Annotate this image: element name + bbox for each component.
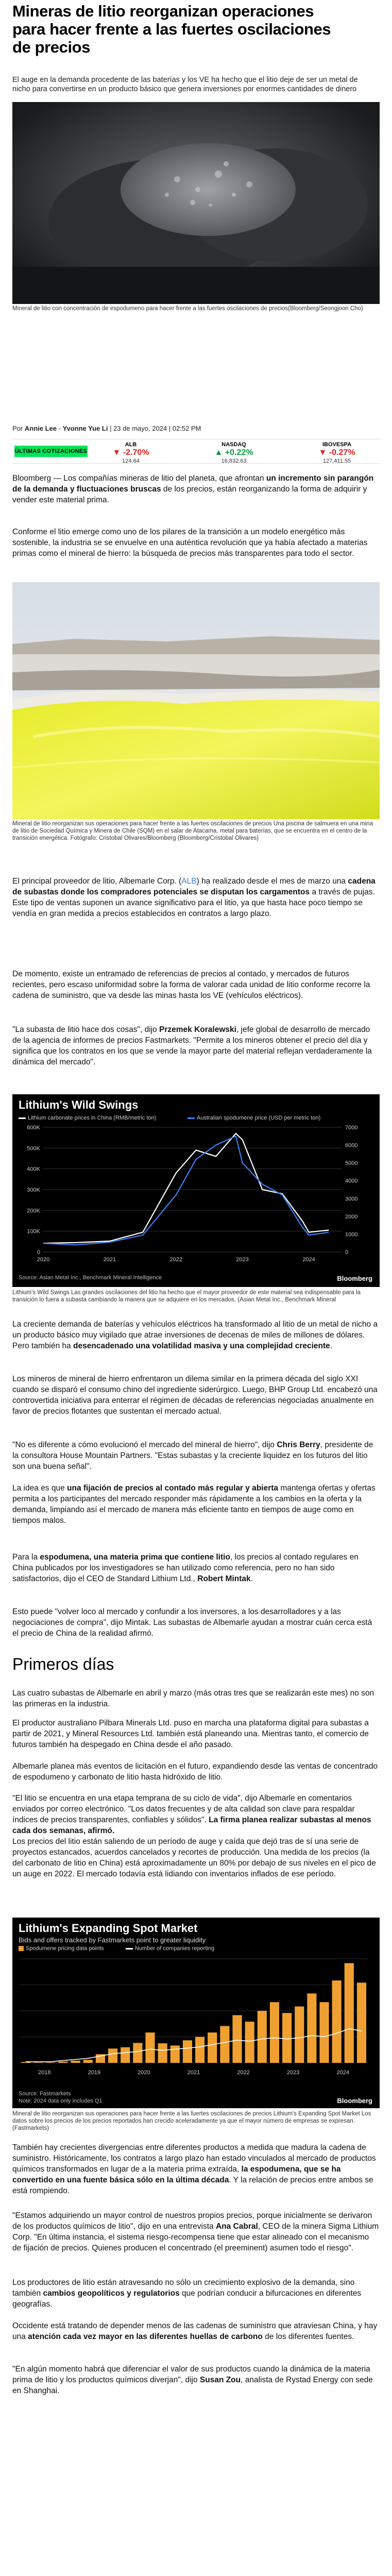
- text: que podrían conducir a bifurcaciones en diferentes geografías.: [12, 2289, 362, 2309]
- up-arrow-icon: ▲: [214, 448, 223, 457]
- bold-text: La firma planea realizar subastas al menos cada dos semanas, afirmó.: [12, 1816, 371, 1835]
- byline-prefix: Por: [12, 425, 23, 432]
- text: El principal proveedor de litio, Albemarle Corp. (: [12, 877, 182, 886]
- y-right-tick-label: 4000: [345, 1178, 358, 1184]
- bar: [171, 2045, 180, 2063]
- chart-title: Lithium's Expanding Spot Market: [19, 1922, 198, 1935]
- hero-photo-caption: Mineral de litio con concentración de espodumeno para hacer frente a las fuertes oscilaciones de precios(Bloomberg/Seongjoon Cho): [12, 306, 363, 312]
- bar: [83, 2060, 93, 2063]
- bold-text: espodumena, una materia prima que contiene litio: [40, 1553, 230, 1562]
- ticker-name: NASDAQ: [221, 442, 246, 448]
- chart-plot-area: [12, 1123, 380, 1276]
- x-tick-label: 2021: [103, 1257, 116, 1263]
- paragraph-1: [12, 473, 380, 505]
- ticker-change: +0.22%: [225, 448, 253, 457]
- text: Los productores de litio están atravesando no sólo un crecimiento explosivo de la demanda, sino también: [12, 2278, 355, 2298]
- chart-legend-a: [19, 1115, 156, 1121]
- y-right-tick-label: 3000: [345, 1196, 358, 1202]
- x-tick-label: 2024: [302, 1257, 315, 1263]
- text: También hay crecientes divergencias entre diferentes productos a medida que madura la cadena de suministro. Históricamente, los contratos a largo plazo han estado vinculados al mercado de productos químicos transformados en lugar de a la materia prima extraída,: [12, 2143, 376, 2174]
- text: "Estamos adquiriendo un mayor control de nuestros propios precios, porque inicialmente se derivaron de los productos químicos de litio", dijo en una entrevista: [12, 2211, 372, 2231]
- paragraph-3: [12, 876, 380, 919]
- y-right-tick-label: 5000: [345, 1160, 358, 1167]
- bold-text: cambios geopolíticos y regulatorios: [43, 2289, 180, 2298]
- down-arrow-icon: ▼: [112, 448, 121, 457]
- section-heading-primeros-dias: Primeros días: [12, 1655, 114, 1673]
- x-tick-label: 2019: [88, 2070, 101, 2076]
- text: . Y la relación de precios entre ambos se está rompiendo.: [12, 2176, 373, 2195]
- y-left-tick-label: 400K: [27, 1166, 40, 1173]
- text: , presidente de la consultora House Mountain Partners. "Estas subastas y la creciente liquidez en los futuros del litio son una buena señal".: [12, 1440, 373, 1471]
- x-tick-label: 2022: [169, 1257, 183, 1263]
- y-left-tick-label: 200K: [27, 1208, 40, 1214]
- ticker-name: ALB: [125, 442, 137, 448]
- bar: [270, 2002, 279, 2063]
- down-arrow-icon: ▼: [318, 448, 327, 457]
- bar: [295, 2007, 304, 2063]
- y-right-tick-label: 6000: [345, 1142, 358, 1149]
- y-left-tick-label: 600K: [27, 1125, 40, 1131]
- paragraph-17: [12, 2142, 380, 2196]
- text: en comentarios enviados por correo electrónico. "Los datos frecuentes y de alta calidad son clave para respaldar índices de precios transparentes, confiables y sólidos".: [12, 1794, 355, 1824]
- chart1-caption: Lithium's Wild Swings Las grandes oscilaciones del litio ha hecho que el mayor proveedor de este material sea indispensable para la transición lo fuera a subasta cambiando la manera que se adquiere en los mercados. (Asian Metal Inc., Benchmark Mineral: [12, 1290, 361, 1303]
- paragraph-2: Conforme el litio emerge como uno de los pilares de la transición a un modelo energético más sostenible, la industria se se envuelve en una auténtica revolución que ya había afectado a materias primas como el mineral de hierro: la búsqueda de precios más transparentes para todo el sector.: [12, 528, 368, 558]
- legend-label: Number of companies reporting: [135, 1945, 215, 1952]
- bar: [183, 2040, 192, 2063]
- paragraph-4: De momento, existe un entramado de referencias de precios al contado, y mercados de futuros recientes, pero escaso uniformidad sobre la forma de valorar cada unidad de litio conforme recorre la cadena de suministro, que va desde las minas hasta los VE (vehículos eléctricos).: [12, 970, 370, 1000]
- text: , CEO de la minera Sigma Lithium Corp. "En última instancia, el sistema riesgo-recompensa tiene que estar alineado con el mecanismo de fijación de precios. Quienes producen el concentrado (el preeminent) asumen todo el riesgo".: [12, 2222, 379, 2252]
- y-left-tick-label: 100K: [27, 1228, 40, 1235]
- paragraph-21: [12, 2364, 380, 2396]
- text: .: [250, 1574, 253, 1583]
- y-right-tick-label: 0: [345, 1249, 349, 1256]
- bar: [220, 2026, 229, 2063]
- bar: [46, 2062, 55, 2063]
- x-tick-label: 2023: [236, 1257, 249, 1263]
- paragraph-14: Albemarle planea más eventos de licitación en el futuro, expandiendo desde las ventas de concentrado de espodumeno y carbonato de litio hasta hidróxido de litio.: [12, 1762, 378, 1782]
- x-tick-label: 2022: [237, 2070, 250, 2076]
- bar: [232, 2015, 242, 2063]
- ticker-ibovespa[interactable]: [306, 442, 368, 464]
- bar: [332, 1980, 342, 2063]
- chart-source: Source: Asian Metal Inc., Benchmark Mineral Intelligence: [19, 1275, 162, 1281]
- text: "El litio se encuentra en una etapa temprana de su ciclo de vida", dijo: [12, 1794, 259, 1803]
- byline-date: | 23 de mayo, 2024 | 02:52 PM: [108, 425, 201, 432]
- text: La creciente demanda de baterías y vehículos eléctricos ha transformado al litio de un metal de nicho a un producto básico muy vigilado que atrae inversiones de decenas de miles de millones de dólares. Pero también ha: [12, 1320, 378, 1350]
- ticker-name: IBOVESPA: [322, 442, 352, 448]
- ticker-nasdaq[interactable]: [203, 442, 265, 464]
- bold-text: Robert Mintak: [197, 1574, 251, 1583]
- bold-text: un incremento sin parangón de la demanda y fluctuaciones bruscas: [12, 474, 374, 494]
- text: mantenga ofertas y ofertas permita a los participantes del mercado responder más rápidamente a los cambios en la oferta y la demanda, limpiando así el mercado de manera más eficiente tanto en tiempos de auge como en tiempos malos.: [12, 1484, 376, 1525]
- ticker-change: -0.27%: [329, 448, 355, 457]
- legend-label: Australian spodumene price (USD per metric ton): [197, 1115, 321, 1121]
- text: La idea es que: [12, 1484, 67, 1493]
- text: "En algún momento habrá que diferenciar el valor de sus productos cuando la dinámica de la materia prima de litio y los productos químicos diverjan", dijo: [12, 2365, 370, 2384]
- paragraph-12: Las cuatro subastas de Albemarle en abril y marzo (más otras tres que se realizarán este mes) no son las primeras en la industria.: [12, 1689, 374, 1708]
- y-left-tick-label: 300K: [27, 1187, 40, 1193]
- chart-legend-b: [126, 1945, 214, 1952]
- bar: [145, 2032, 155, 2063]
- text: , jefe global de desarrollo de mercado de la agencia de informes de precios Fastmarkets. "Permite a los mineros obtener el precio del día y significa que los contratos en los que se vende la mayor parte del material reflejan verdaderamente la dinámica del mercado".: [12, 1025, 372, 1066]
- bar: [133, 2043, 142, 2063]
- x-tick-label: 2024: [336, 2070, 349, 2076]
- y-left-tick-label: 500K: [27, 1145, 40, 1152]
- chart-title: Lithium's Wild Swings: [19, 1098, 139, 1111]
- author-1-link[interactable]: Annie Lee: [24, 425, 57, 432]
- y-right-tick-label: 2000: [345, 1213, 358, 1220]
- text: Para la: [12, 1553, 40, 1562]
- bar: [195, 2037, 204, 2063]
- x-tick-label: 2020: [138, 2070, 150, 2076]
- x-tick-label: 2020: [37, 1257, 50, 1263]
- bold-text: Chris Berry: [277, 1440, 320, 1449]
- bar: [58, 2061, 67, 2063]
- bar: [245, 2022, 254, 2063]
- bar: [33, 2062, 43, 2063]
- byline: [12, 425, 201, 432]
- ticker-value: 16,832.63: [221, 458, 247, 464]
- bar: [71, 2061, 80, 2063]
- paragraph-13: El productor australiano Pilbara Minerals Ltd. puso en marcha una plataforma digital para subastas a partir de 2021, y Mineral Resources Ltd. también está planeando una. Mientras tanto, el comercio de futuros también ha despegado en China desde el año pasado.: [12, 1719, 369, 1749]
- brine-pool-image: [12, 582, 380, 819]
- bar: [158, 2043, 167, 2063]
- paragraph-6: [12, 1319, 380, 1351]
- text: ) ha realizado desde el mes de marzo una: [196, 877, 348, 886]
- bold-text: atención cada vez mayor en las diferentes huellas de carbono: [28, 2332, 263, 2341]
- author-2-link[interactable]: Yvonne Yue Li: [62, 425, 108, 432]
- bar: [307, 1993, 316, 2063]
- spot-market-chart: [12, 1918, 380, 2108]
- y-left-tick-label: 0: [37, 1249, 40, 1256]
- bar: [208, 2032, 217, 2063]
- paragraph-15: [12, 1793, 380, 1836]
- paragraph-11: Esto puede "volver loco al mercado y confundir a los inversores, a los desarrolladores y a las negociaciones de compra", dijo Mintak. Las subastas de Albemarle ayudan a mostrar cuán cerca está el precio de China de la realidad afirmó.: [12, 1607, 372, 1638]
- text: Albemarle: [259, 1794, 295, 1803]
- x-tick-label: 2023: [286, 2070, 300, 2076]
- legend-label: Spodumene pricing data points: [26, 1945, 104, 1952]
- paragraph-16: Los precios del litio están saliendo de un período de auge y caída que dejó tras de sí una serie de proyectos estancados, acuerdos cancelados y recortes de producción. Una medida de los precios (la del carbonato de litio en China) está aproximadamente un 80% por debajo de sus niveles en el pico de un auge en 2022. El mercado todavía está lidiando con inventarios inflados de ese período.: [12, 1837, 376, 1878]
- bloomberg-logo: Bloomberg: [337, 1275, 372, 1282]
- text: "La subasta de litio hace dos cosas", dijo: [12, 1025, 160, 1034]
- ticker-alb[interactable]: [100, 442, 162, 464]
- text: , los precios al contado regulares en China publicados por los investigadores se han utilizado como referencia, pero no han sido satisfactorios, dijo el CEO de Standard Lithium Ltd.,: [12, 1553, 359, 1583]
- brine-pool-photo: [12, 582, 380, 819]
- ticker-value: 127,411.55: [322, 458, 351, 464]
- legend-label: Lithium carbonate prices in China (RMB/metric ton): [28, 1115, 157, 1121]
- article-headline: Mineras de litio reorganizan operaciones para hacer frente a las fuertes oscilaciones de precios: [12, 2, 331, 56]
- text: de los precios, están reorganizando la forma de adquirir y vender este material prima.: [12, 485, 367, 504]
- bar: [345, 1963, 354, 2063]
- series-line-1: [43, 1133, 329, 1243]
- paragraph-19: [12, 2277, 380, 2310]
- article-dek: El auge en la demanda procedente de las baterías y los VE ha hecho que el litio deje de ser un metal de nicho para convertirse en un producto básico que genera inversiones por enormes cantidades de dinero: [12, 76, 358, 93]
- bar: [282, 2013, 292, 2063]
- bold-text: desencadenado una volatilidad masiva y una complejidad creciente: [73, 1342, 330, 1350]
- paragraph-20: [12, 2320, 380, 2342]
- bar: [258, 2011, 267, 2063]
- paragraph-5: [12, 1024, 380, 1067]
- chart-subtitle: Bids and offers tracked by Fastmarkets point to greater liquidity: [19, 1936, 206, 1944]
- brine-photo-caption: Mineral de litio reorganizan sus operaciones para hacer frente a las fuertes oscilaciones de precios Una piscina de salmuera en una mina de litio de Sociedad Química y Minera de Chile (SQM) en el salar de Atacama, metal para baterías, que se encuentra en el centro de la transición energética. Fotógrafo: Cristobal Olivares/Bloomberg (Bloomberg/Cristobal Olivares): [12, 821, 373, 841]
- paragraph-9: [12, 1483, 380, 1526]
- text: Bloomberg — Los compañías mineras de litio del planeta, que afrontan: [12, 474, 266, 483]
- chart-source: Source: Fastmarkets: [19, 2091, 71, 2097]
- chart2-caption: Mineral de litio reorganizan sus operaciones para hacer frente a las fuertes oscilaciones de precios Lithium's Expanding Spot Market Los datos sobre los precios de los precios reportados han crecido aceleradamente ya que el mayor número de empresas se expresan. (Fastmarkets): [12, 2111, 371, 2131]
- bar: [319, 2002, 329, 2063]
- bar: [357, 1982, 366, 2063]
- chart-plot-area: [12, 1954, 380, 2089]
- y-right-tick-label: 7000: [345, 1125, 358, 1131]
- bold-text: Przemek Koralewski: [159, 1025, 236, 1034]
- text: a través de pujas. Este tipo de ventas suponen un avance significativo para el litio, ya que hasta hace poco tiempo se vendía en gran medida a precios establecidos en contratos a largo plazo.: [12, 888, 375, 918]
- x-tick-label: 2018: [38, 2070, 51, 2076]
- paragraph-10: [12, 1552, 380, 1584]
- paragraph-8: [12, 1439, 380, 1472]
- x-tick-label: 2021: [187, 2070, 200, 2076]
- paragraph-7: Los mineros de mineral de hierro enfrentaron un dilema similar en la primera década del siglo XXI cuando se disparó el consumo chino del ingrediente siderúrgico. Luego, BHP Group Ltd. encabezó una controvertida iniciativa para enterrar el régimen de décadas de referencias negociadas anualmente en favor de precios flotantes que sustentan el mercado actual.: [12, 1375, 378, 1416]
- bloomberg-logo: Bloomberg: [337, 2097, 372, 2105]
- bold-text: una fijación de precios al contado más regular y abierta: [67, 1484, 279, 1493]
- ticker-change: -2.70%: [123, 448, 149, 457]
- chart-legend-a: [19, 1945, 104, 1952]
- bar: [108, 2048, 117, 2063]
- ticker-value: 124.64: [122, 458, 140, 464]
- lithium-ore-hands-image: [12, 102, 380, 304]
- series-line-2: [43, 1136, 329, 1245]
- latest-quotes-badge: ÚLTIMAS COTIZACIONES: [14, 446, 88, 457]
- bold-text: cadena de subastas donde los compradores potenciales se disputan los cargamentos: [12, 877, 376, 896]
- alb-ticker-link[interactable]: ALB: [181, 877, 197, 886]
- text: "No es diferente a cómo evolucionó el mercado del mineral de hierro", dijo: [12, 1440, 277, 1449]
- text: , analista de Rystad Energy con sede en Shanghai.: [12, 2376, 373, 2395]
- chart-legend-b: [188, 1115, 320, 1121]
- ticker-bar: [12, 439, 380, 464]
- bold-text: la espodumena, que se ha convertido en una fuente básica sólo en la última década: [12, 2165, 341, 2184]
- paragraph-18: [12, 2210, 380, 2253]
- bold-text: Ana Cabral: [215, 2222, 258, 2231]
- y-right-tick-label: 1000: [345, 1231, 358, 1238]
- bar: [121, 2047, 130, 2063]
- text: .: [330, 1342, 333, 1350]
- chart-note: Note: 2024 data only includes Q1: [19, 2098, 103, 2104]
- lithium-swings-chart: [12, 1094, 380, 1287]
- hero-photo: [12, 102, 380, 304]
- text: Occidente está tratando de depender menos de las cadenas de suministro que atraviesan China, y hay una: [12, 2321, 378, 2341]
- byline-separator: -: [56, 425, 63, 432]
- bold-text: Susan Zou: [199, 2376, 241, 2384]
- text: de los diferentes fuentes.: [262, 2332, 354, 2341]
